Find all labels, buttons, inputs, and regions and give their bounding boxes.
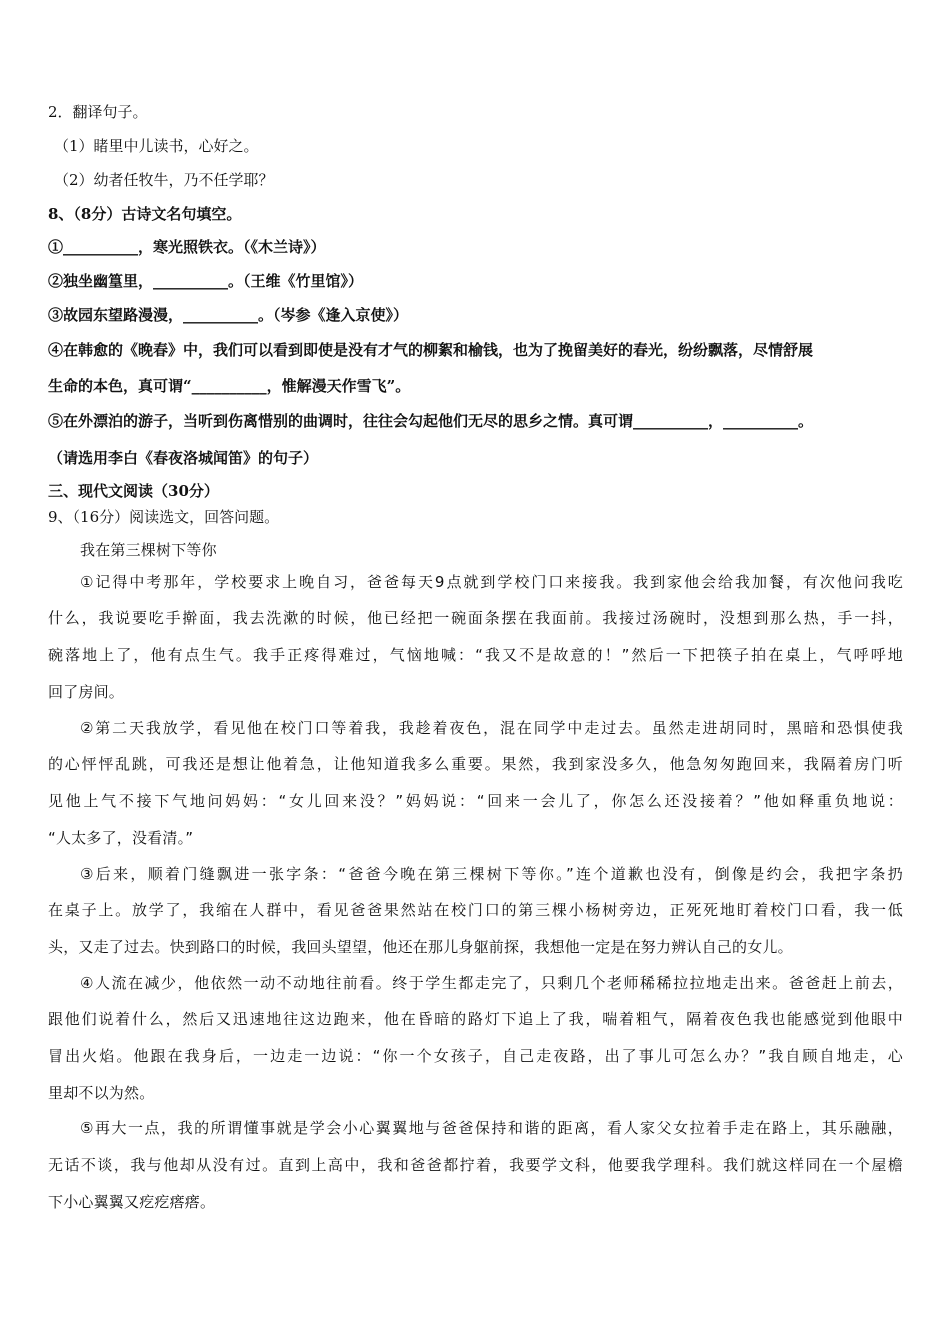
- para-3-line-2: 在桌子上。放学了，我缩在人群中，看见爸爸果然站在校门口的第三棵小杨树旁边，正死死地盯着校门口看，我一低: [48, 901, 903, 919]
- q8-line-7: （请选用李白《春夜洛城闻笛》的句子）: [48, 449, 319, 467]
- para-3-line-3: 头，又走了过去。快到路口的时候，我回头望望，他还在那儿身躯前探，我想他一定是在努力辨认自己的女儿。: [48, 938, 793, 956]
- q8-line-4: ④在韩愈的《晚春》中，我们可以看到即使是没有才气的柳絮和榆钱，也为了挽留美好的春光，纷纷飘落，尽情舒展: [48, 341, 814, 359]
- q8-title: 8、（8分）古诗文名句填空。: [48, 205, 242, 223]
- para-4-line-4: 里却不以为然。: [48, 1084, 155, 1102]
- article-title: 我在第三棵树下等你: [80, 541, 217, 559]
- para-5-line-3: 下小心翼翼又疙疙瘩瘩。: [48, 1193, 216, 1211]
- para-5-line-2: 无话不谈，我与他却从没有过。直到上高中，我和爸爸都拧着，我要学文科，他要我学理科。我们就这样同在一个屋檐: [48, 1156, 903, 1174]
- q8-line-6: ⑤在外漂泊的游子，当听到伤离惜别的曲调时，往往会勾起他们无尽的思乡之情。真可谓__________，__________。: [48, 412, 814, 430]
- q9-title: 9、（16分）阅读选文，回答问题。: [48, 508, 280, 526]
- q8-line-2: ②独坐幽篁里，__________。（王维《竹里馆》）: [48, 272, 364, 290]
- para-4-line-2: 跟他们说着什么，然后又迅速地往这边跑来，他在昏暗的路灯下追上了我，喘着粗气，隔着夜色我也能感觉到他眼中: [48, 1010, 903, 1028]
- para-1-line-2: 什么，我说要吃手擀面，我去洗漱的时候，他已经把一碗面条摆在我面前。我接过汤碗时，没想到那么热，手一抖，: [48, 609, 903, 627]
- para-4-line-1: ④人流在减少，他依然一动不动地往前看。终于学生都走完了，只剩几个老师稀稀拉拉地走出来。爸爸赶上前去，: [80, 974, 903, 992]
- q2-item-2: （2）幼者任牧牛，乃不任学耶？: [54, 171, 274, 189]
- para-1-line-4: 回了房间。: [48, 683, 125, 701]
- q8-line-5: 生命的本色，真可谓“__________，惟解漫天作雪飞”。: [48, 377, 411, 395]
- para-2-line-4: “人太多了，没看清。”: [48, 829, 194, 847]
- para-1-line-1: ①记得中考那年，学校要求上晚自习，爸爸每天9点就到学校门口来接我。我到家他会给我加餐，有次他问我吃: [80, 573, 903, 591]
- q8-line-1: ①__________，寒光照铁衣。（《木兰诗》）: [48, 238, 326, 256]
- para-2-line-2: 的心怦怦乱跳，可我还是想让他着急，让他知道我多么重要。果然，我到家没多久，他急匆匆跑回来，我隔着房门听: [48, 755, 903, 773]
- section-3-heading: 三、现代文阅读（30分）: [48, 482, 219, 500]
- q2-title: 2．翻译句子。: [48, 103, 148, 121]
- q8-line-3: ③故园东望路漫漫，__________。（岑参《逢入京使》）: [48, 306, 409, 324]
- q2-item-1: （1）睹里中儿读书，心好之。: [54, 137, 259, 155]
- para-5-line-1: ⑤再大一点，我的所谓懂事就是学会小心翼翼地与爸爸保持和谐的距离，看人家父女拉着手走在路上，其乐融融，: [80, 1119, 903, 1137]
- para-4-line-3: 冒出火焰。他跟在我身后，一边走一边说：“你一个女孩子，自己走夜路，出了事儿可怎么办？”我自顾自地走，心: [48, 1047, 903, 1065]
- para-2-line-3: 见他上气不接下气地问妈妈：“女儿回来没？”妈妈说：“回来一会儿了，你怎么还没接着？”他如释重负地说：: [48, 792, 903, 810]
- para-2-line-1: ②第二天我放学，看见他在校门口等着我，我趁着夜色，混在同学中走过去。虽然走进胡同时，黑暗和恐惧使我: [80, 719, 903, 737]
- para-1-line-3: 碗落地上了，他有点生气。我手正疼得难过，气恼地喊：“我又不是故意的！”然后一下把筷子拍在桌上，气呼呼地: [48, 646, 903, 664]
- para-3-line-1: ③后来，顺着门缝飘进一张字条：“爸爸今晚在第三棵树下等你。”连个道歉也没有，倒像是约会，我把字条扔: [80, 865, 903, 883]
